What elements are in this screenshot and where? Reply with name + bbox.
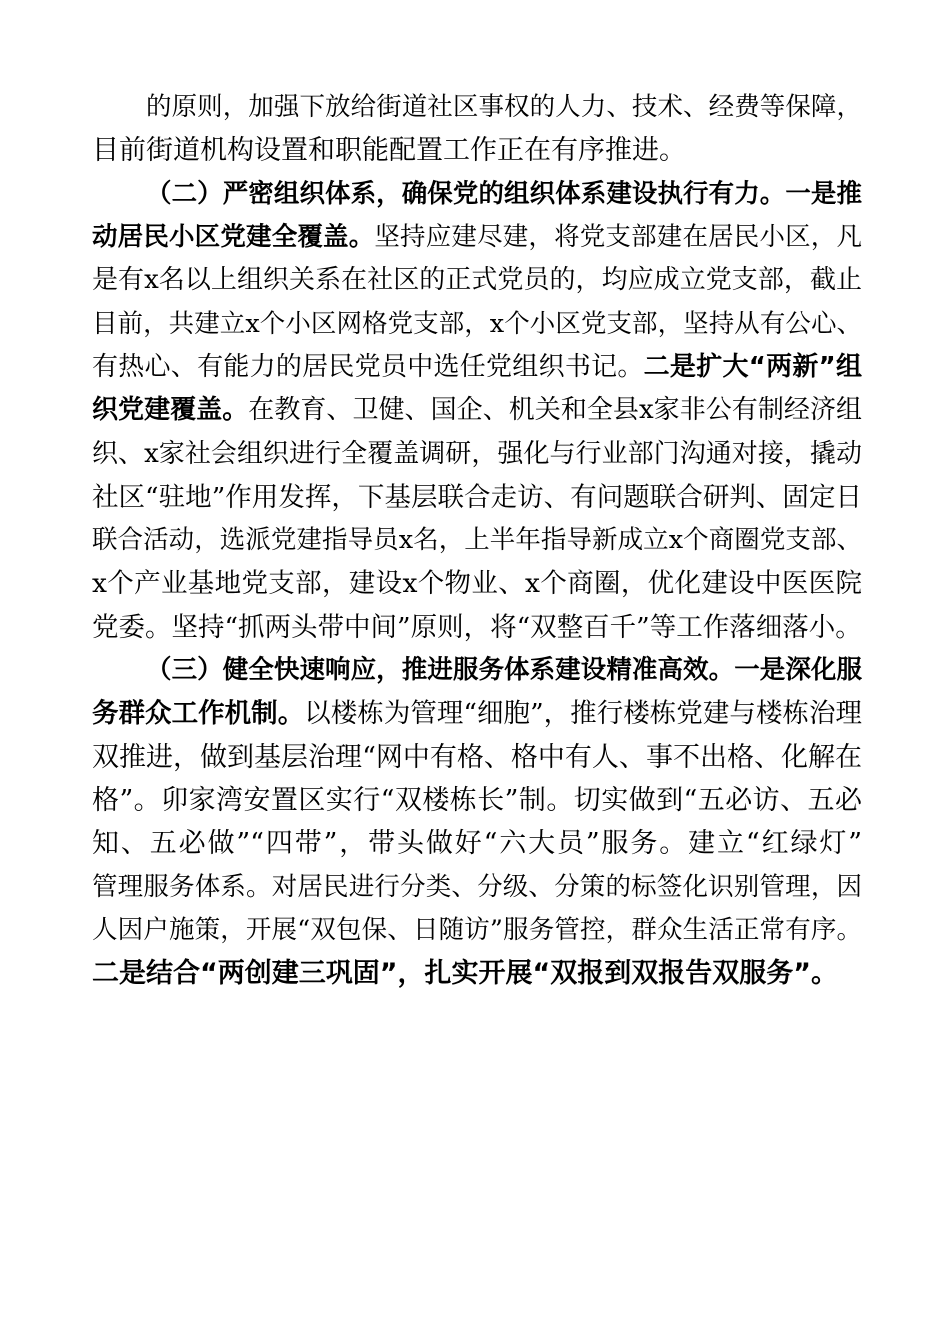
bold-run: 务群众工作机制。	[92, 698, 305, 729]
bold-run: 二是扩大“两新”组	[643, 352, 862, 382]
text-line	[92, 692, 862, 735]
text-run: 是有x名以上组织关系在社区的正式党员的，均应成立党支部，截止	[92, 265, 862, 295]
text-run: 在教育、卫健、国企、机关和全县x家非公有制经济组	[248, 395, 862, 425]
text-run: x个产业基地党支部，建设x个物业、x个商圈，优化建设中医医院	[92, 568, 862, 599]
text-run: 双推进，做到基层治理“网中有格、格中有人、事不出格、化解在	[92, 742, 862, 773]
text-run: 以楼栋为管理“细胞”，推行楼栋党建与楼栋治理	[304, 698, 862, 729]
text-line	[92, 519, 862, 562]
text-run: 织、x家社会组织进行全覆盖调研，强化与行业部门沟通对接，撬动	[92, 439, 862, 469]
section-heading: （三）健全快速响应，推进服务体系建设精准高效。一是深化服	[146, 655, 862, 685]
text-line	[92, 606, 862, 649]
text-run: 的原则，加强下放给街道社区事权的人力、技术、经费等保障，	[146, 92, 862, 122]
text-line	[92, 476, 862, 519]
text-run: 有热心、有能力的居民党员中选任党组织书记。	[92, 352, 644, 382]
text-line	[92, 909, 862, 952]
section-heading-line	[146, 173, 862, 216]
text-run: 人因户施策，开展“双包保、日随访”服务管控，群众生活正常有序。	[92, 915, 862, 945]
text-line	[92, 259, 862, 302]
section-heading-line	[146, 649, 862, 692]
text-line	[92, 822, 862, 865]
text-line	[92, 216, 862, 259]
text-line	[92, 433, 862, 476]
text-line	[146, 86, 862, 129]
text-line	[92, 346, 862, 389]
bold-run: 织党建覆盖。	[92, 395, 249, 425]
text-run: 联合活动，选派党建指导员x名，上半年指导新成立x个商圈党支部、	[92, 525, 862, 555]
text-line	[92, 562, 862, 605]
text-line	[92, 866, 862, 909]
text-run: 目前，共建立x个小区网格党支部，x个小区党支部，坚持从有公心、	[92, 309, 862, 339]
bold-run: 动居民小区党建全覆盖。	[92, 222, 375, 252]
text-line	[92, 736, 862, 779]
text-line	[92, 129, 862, 172]
text-line	[92, 303, 862, 346]
text-run: 目前街道机构设置和职能配置工作正在有序推进。	[92, 135, 686, 166]
section-heading: （二）严密组织体系，确保党的组织体系建设执行有力。一是推	[146, 179, 862, 209]
text-line	[92, 389, 862, 432]
text-run: 社区“驻地”作用发挥，下基层联合走访、有问题联合研判、固定日	[92, 482, 862, 513]
text-run: 知、五必做”“四带”，带头做好“六大员”服务。建立“红绿灯”	[92, 828, 862, 859]
text-run: 格”。卯家湾安置区实行“双楼栋长”制。切实做到“五必访、五必	[92, 785, 862, 816]
text-run: 坚持应建尽建，将党支部建在居民小区，凡	[374, 222, 862, 252]
text-run: 党委。坚持“抓两头带中间”原则，将“双整百千”等工作落细落小。	[92, 612, 862, 643]
text-run: 管理服务体系。对居民进行分类、分级、分策的标签化识别管理，因	[92, 872, 862, 902]
bold-run: 二是结合“两创建三巩固”，扎实开展“双报到双报告双服务”。	[92, 958, 838, 989]
text-line	[92, 779, 862, 822]
text-line	[92, 952, 862, 995]
